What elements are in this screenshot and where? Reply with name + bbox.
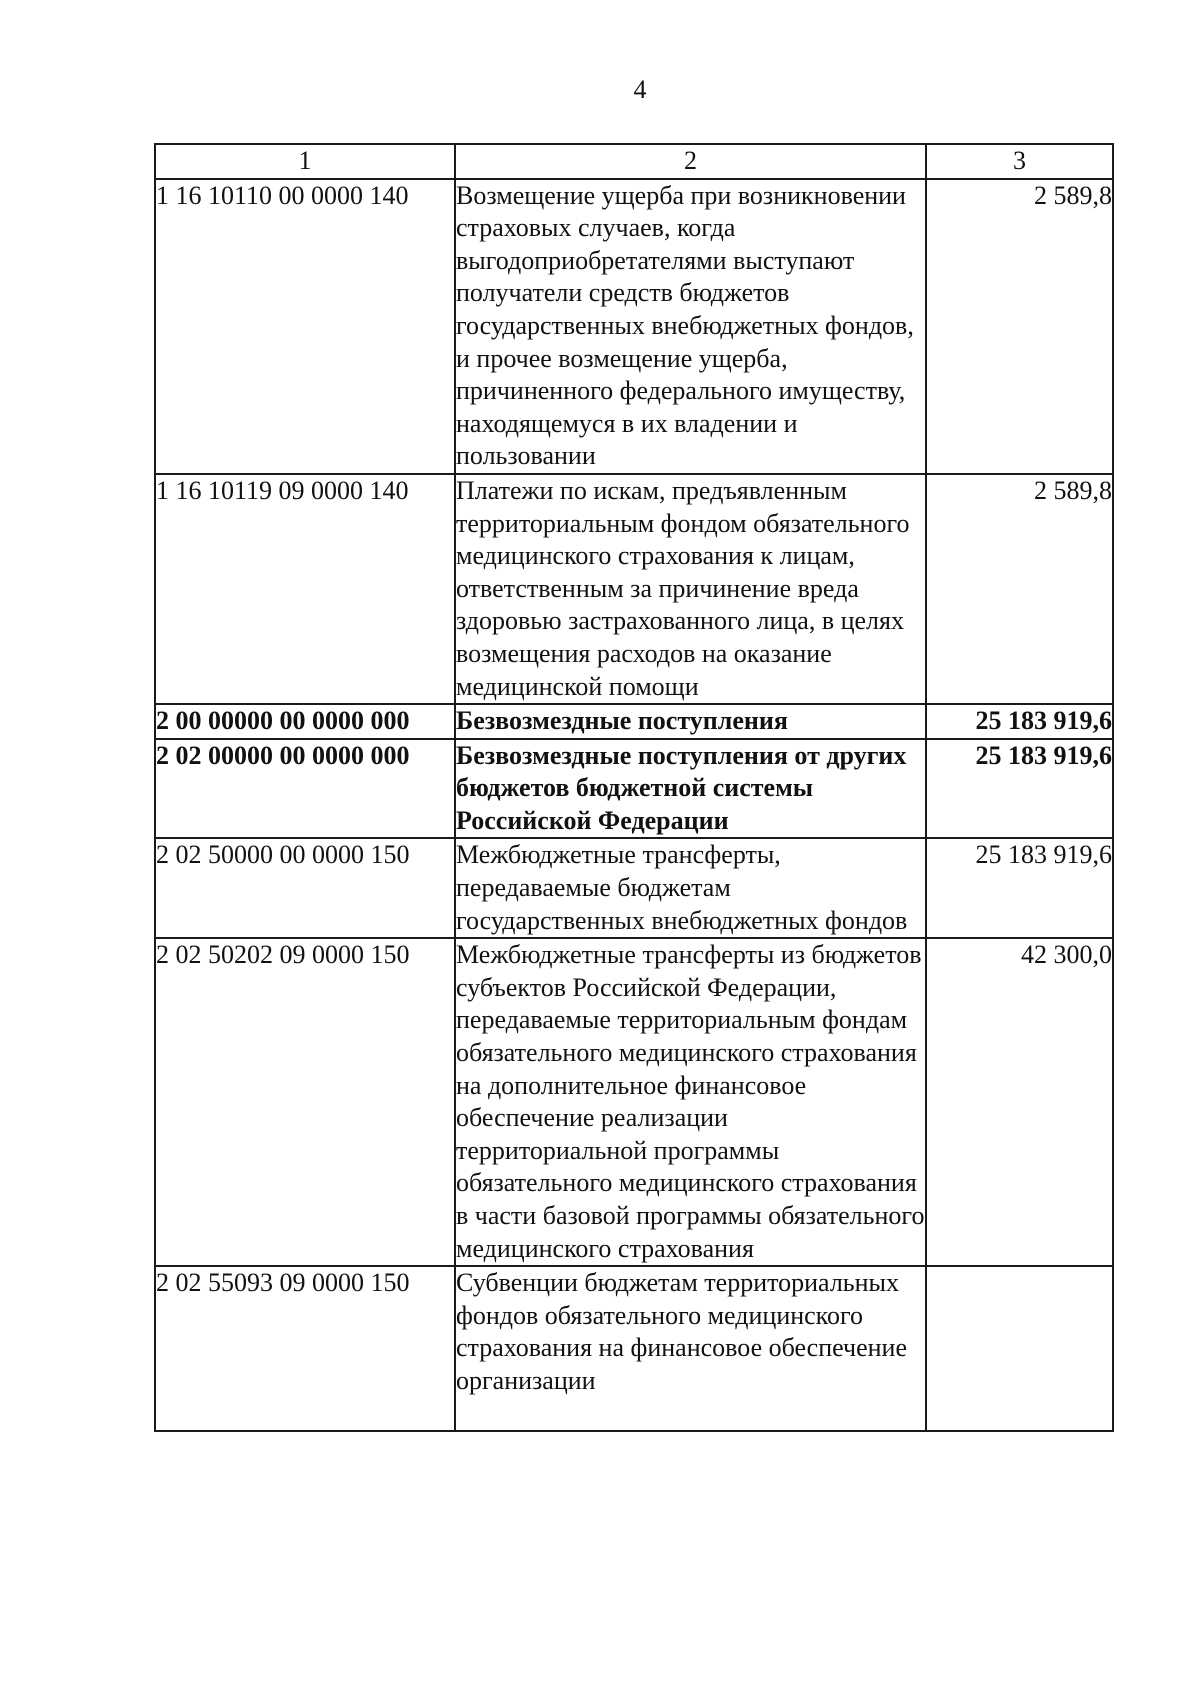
table-row-subtotal — [155, 739, 1113, 839]
header-column-1: 1 — [155, 144, 455, 179]
table-row — [155, 474, 1113, 704]
table-header-row — [155, 144, 1113, 179]
revenue-name-cell: Возмещение ущерба при возникновении страховых случаев, когда выгодоприобретателями выступают получатели средств бюджетов государственных внебюджетных фондов, и прочее возмещение ущерба, причиненного федерального имуществу, находящемуся в их владении и пользовании — [455, 179, 926, 474]
budget-code-cell: 2 02 50202 09 0000 150 — [155, 938, 455, 1266]
header-column-2: 2 — [455, 144, 926, 179]
amount-cell: 2 589,8 — [926, 179, 1113, 474]
amount-cell: 2 589,8 — [926, 474, 1113, 704]
revenue-name-cell: Безвозмездные поступления — [455, 704, 926, 739]
table-row — [155, 179, 1113, 474]
revenue-name-cell: Межбюджетные трансферты, передаваемые бюджетам государственных внебюджетных фондов — [455, 838, 926, 938]
amount-cell — [926, 1266, 1113, 1431]
table-row — [155, 838, 1113, 938]
budget-code-cell: 1 16 10110 00 0000 140 — [155, 179, 455, 474]
amount-cell: 25 183 919,6 — [926, 739, 1113, 839]
revenue-name-cell: Безвозмездные поступления от других бюджетов бюджетной системы Российской Федерации — [455, 739, 926, 839]
table-row — [155, 938, 1113, 1266]
revenue-name-cell: Платежи по искам, предъявленным территориальным фондом обязательного медицинского страхования к лицам, ответственным за причинение вреда здоровью застрахованного лица, в целях возмещения расходов на оказание медицинской помощи — [455, 474, 926, 704]
budget-code-cell: 2 00 00000 00 0000 000 — [155, 704, 455, 739]
table-row — [155, 1266, 1113, 1431]
amount-cell: 25 183 919,6 — [926, 838, 1113, 938]
budget-code-cell: 2 02 55093 09 0000 150 — [155, 1266, 455, 1431]
header-column-3: 3 — [926, 144, 1113, 179]
table-row-total — [155, 704, 1113, 739]
budget-code-cell: 2 02 50000 00 0000 150 — [155, 838, 455, 938]
amount-cell: 42 300,0 — [926, 938, 1113, 1266]
budget-code-cell: 1 16 10119 09 0000 140 — [155, 474, 455, 704]
revenue-name-cell: Субвенции бюджетам территориальных фондов обязательного медицинского страхования на финансовое обеспечение организации — [455, 1266, 926, 1431]
budget-code-cell: 2 02 00000 00 0000 000 — [155, 739, 455, 839]
page-number: 4 — [633, 75, 647, 104]
budget-revenue-table — [154, 143, 1114, 1432]
amount-cell: 25 183 919,6 — [926, 704, 1113, 739]
revenue-name-cell: Межбюджетные трансферты из бюджетов субъектов Российской Федерации, передаваемые территориальным фондам обязательного медицинского страхования на дополнительное финансовое обеспечение реализации территориальной программы обязательного медицинского страхования в части базовой программы обязательного медицинского страхования — [455, 938, 926, 1266]
